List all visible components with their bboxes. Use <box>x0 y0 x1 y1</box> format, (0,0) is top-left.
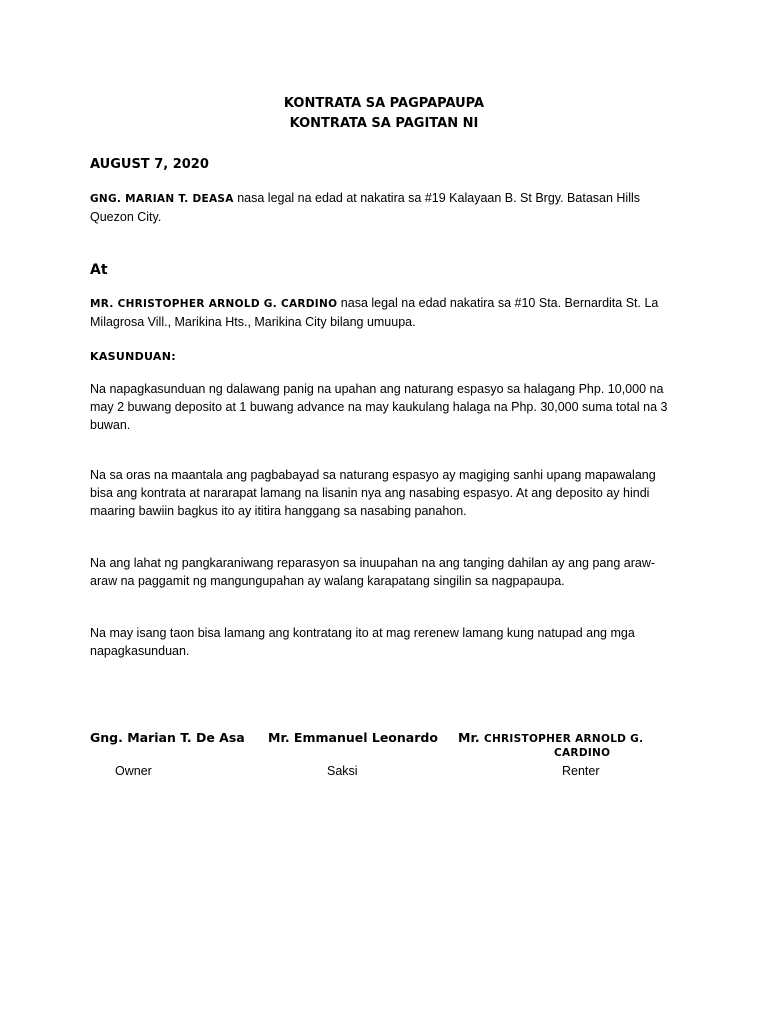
clause-1: Na napagkasunduan ng dalawang panig na upahan ang naturang espasyo sa halagang Php. 10,000 na may 2 buwang deposito at 1 buwang advance na may kaukulang halaga na Php. 30,000 suma total na 3 buwan. <box>90 382 668 432</box>
party1-paragraph <box>90 189 680 226</box>
conjunction: At <box>90 262 108 278</box>
owner-role: Owner <box>115 764 152 778</box>
renter-name-line1: CHRISTOPHER ARNOLD G. <box>483 733 644 745</box>
agreement-heading: KASUNDUAN: <box>90 350 176 363</box>
contract-date: AUGUST 7, 2020 <box>90 157 209 172</box>
clause-2: Na sa oras na maantala ang pagbabayad sa naturang espasyo ay magiging sanhi upang mapawalang bisa ang kontrata at nararapat lamang na lisanin nya ang nasabing espasyo. At ang deposito ay hindi maaring bawiin bagkus ito ay ititira hanggang sa nasabing panahon. <box>90 468 656 518</box>
clause-3: Na ang lahat ng pangkaraniwang reparasyon sa inuupahan na ang tanging dahilan ay ang pang araw-araw na paggamit ng mangungupahan ay walang karapatang singilin sa nagpapaupa. <box>90 556 656 588</box>
party2-paragraph <box>90 294 680 331</box>
witness-role: Saksi <box>327 764 358 778</box>
party1-text: nasa legal na edad at nakatira sa #19 Kalayaan B. St Brgy. Batasan Hills Quezon City. <box>90 191 641 224</box>
party2-text: nasa legal na edad nakatira sa #10 Sta. Bernardita St. La Milagrosa Vill., Marikina Hts., Marikina City bilang umuupa. <box>90 296 659 329</box>
witness-signature-name: Mr. Emmanuel Leonardo <box>268 730 438 745</box>
party2-name: MR. CHRISTOPHER ARNOLD G. CARDINO <box>90 298 338 310</box>
document-title: KONTRATA SA PAGPAPAUPA <box>283 96 485 111</box>
renter-name-line2: CARDINO <box>554 747 611 759</box>
document-subtitle: KONTRATA SA PAGITAN NI <box>289 116 479 131</box>
renter-signature-name <box>458 730 643 745</box>
renter-prefix: Mr. <box>458 730 480 745</box>
party1-name: GNG. MARIAN T. DEASA <box>90 193 234 205</box>
clause-4: Na may isang taon bisa lamang ang kontratang ito at mag rerenew lamang kung natupad ang mga napagkasunduan. <box>90 626 635 658</box>
renter-role: Renter <box>562 764 600 778</box>
owner-signature-name: Gng. Marian T. De Asa <box>90 730 245 745</box>
